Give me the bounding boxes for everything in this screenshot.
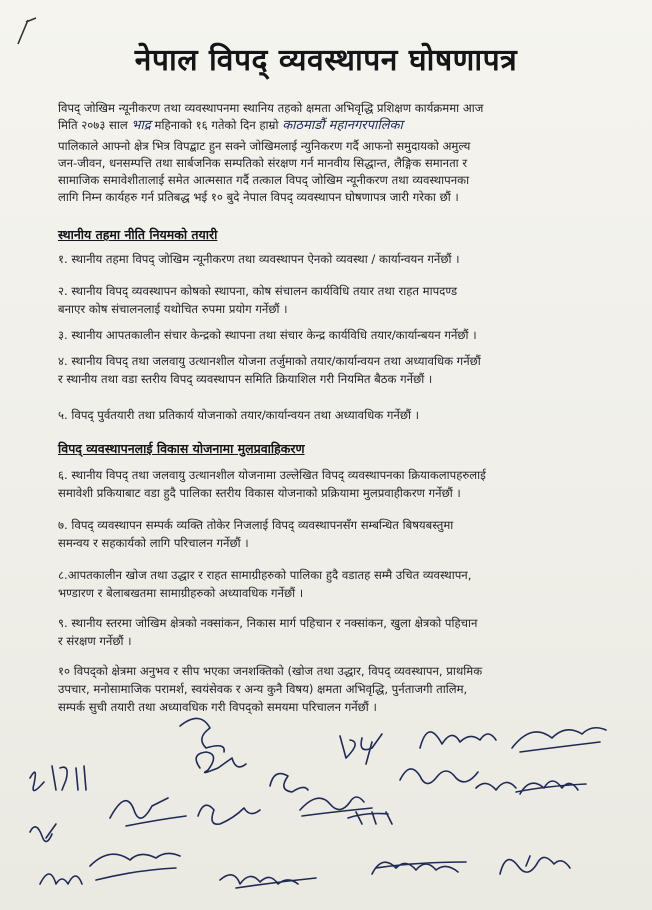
- item-line: बनाएर कोष संचालनलाई यथोचित रुपमा प्रयोग गर्नेछौं ।: [58, 302, 288, 316]
- item-line: समन्वय र सहकार्यको लागि परिचालन गर्नेछौं ।: [58, 536, 249, 550]
- list-item: [58, 516, 606, 552]
- item-line: सम्पर्क सुची तयारी तथा अध्यावधिक गरी विपद्को समयमा परिचालन गर्नेछौं ।: [58, 700, 377, 714]
- signature: [300, 797, 372, 816]
- paragraph-line: सामाजिक समावेशीतालाई समेत आत्मसात गर्दै तत्काल विपद् जोखिम न्यूनीकरण तथा व्यवस्थापनका: [58, 173, 470, 187]
- list-item: [58, 466, 606, 502]
- signature: [196, 752, 246, 773]
- item-line: ७. विपद् व्यवस्थापन सम्पर्क व्यक्ति तोकेर निजलाई विपद् व्यवस्थापनसँग सम्बन्धित बिषयबस्तुमा: [58, 518, 454, 532]
- signature: [198, 805, 260, 824]
- intro-date-label: मिति २०७३ साल: [58, 118, 128, 132]
- item-line: र संरक्षण गर्नेछौं ।: [58, 634, 132, 648]
- signature: [516, 781, 586, 794]
- section-heading-mainstreaming: विपद् व्यवस्थापनलाई विकास योजनामा मुलप्रवाहिकरण: [58, 441, 305, 456]
- list-item: [58, 614, 606, 650]
- item-line: १. स्थानीय तहमा विपद् जोखिम न्यूनीकरण तथा व्यवस्थापन ऐनको व्यवस्था / कार्यान्वयन गर्नेछौं ।: [58, 252, 460, 266]
- signature: [420, 732, 496, 748]
- list-item: [58, 406, 606, 424]
- item-line: समावेशी प्रकियाबाट वडा हुदै पालिका स्तरीय विकास योजनाको प्रक्रियामा मुलप्रवाहीकरण गर्नेछौं ।: [58, 486, 461, 500]
- paragraph-line: जन-जीवन, धनसम्पत्ति तथा सार्बजनिक सम्पतिको संरक्षण गर्न मानवीय सिद्धान्त, लैङ्गिक समानता र: [58, 156, 468, 170]
- item-line: १० विपद्को क्षेत्रमा अनुभव र सीप भएका जनशक्तिको (खोज तथा उद्धार, विपद् व्यवस्थापन, प्राथमिक: [58, 664, 483, 678]
- signature: [348, 812, 392, 824]
- signature: [110, 798, 186, 826]
- list-item: [58, 352, 606, 388]
- list-item: [58, 250, 606, 268]
- item-line: २. स्थानीय विपद् व्यवस्थापन कोषको स्थापना, कोष संचालन कार्यविधि तयार तथा राहत मापदण्ड: [58, 284, 458, 298]
- handwritten-place: काठमाडौं महानगरपालिका: [282, 118, 403, 133]
- intro-text: [58, 100, 606, 134]
- section-heading-policy: स्थानीय तहमा नीति नियमको तयारी: [58, 227, 218, 242]
- intro-date-suffix: महिनाको १६ गतेको दिन हाम्रो: [154, 118, 279, 132]
- signature: [500, 856, 570, 874]
- signature: [270, 774, 308, 792]
- signature-date: [30, 766, 86, 791]
- item-line: ५. विपद् पुर्वतयारी तथा प्रतिकार्य योजनाको तयार/कार्यान्वयन तथा अध्यावधिक गर्नेछौं ।: [58, 408, 420, 422]
- signature: [40, 853, 180, 884]
- list-item: [58, 566, 606, 602]
- signature: [476, 782, 516, 790]
- item-line: ८.आपतकालीन खोज तथा उद्धार र राहत सामाग्रीहरुको पालिका हुदै वडातह सम्मै उचित व्यवस्थापन,: [58, 568, 472, 582]
- signature: [512, 728, 606, 752]
- list-item: [58, 326, 606, 344]
- item-line: ६. स्थानीय विपद् तथा जलवायु उत्थानशील योजनामा उल्लेखित विपद् व्यवस्थापनका क्रियाकलापहरुलाई: [58, 468, 486, 482]
- signature: [340, 734, 382, 764]
- document-title: नेपाल विपद् व्यवस्थापन घोषणापत्र: [134, 43, 518, 78]
- item-line: र स्थानीय तथा वडा स्तरीय विपद् व्यवस्थापन समिति क्रियाशिल गरी नियमित बैठक गर्नेछौं ।: [58, 372, 433, 386]
- signature: [372, 862, 466, 874]
- item-line: भण्डारण र बेलाबखतमा सामाग्रीहरुको अध्यावधिक गर्नेछौं ।: [58, 586, 304, 600]
- paragraph-line: लागि निम्न कार्यहरु गर्न प्रतिबद्ध भई १० बुदे नेपाल विपद् व्यवस्थापन घोषणापत्र जारी गरेका छौं ।: [58, 190, 459, 204]
- signature-area: [0, 708, 652, 908]
- item-line: ९. स्थानीय स्तरमा जोखिम क्षेत्रको नक्सांकन, निकास मार्ग पहिचान र नक्सांकन, खुला क्षेत्रको पहिचान: [58, 616, 478, 630]
- paragraph-line: पालिकाले आफ्नो क्षेत्र भित्र विपद्बाट हुन सक्ने जोखिमलाई न्युनिकरण गर्दै आफनो समुदायको अमुल्य: [58, 139, 471, 153]
- item-line: ३. स्थानीय आपतकालीन संचार केन्द्रको स्थापना तथा संचार केन्द्र कार्यविधि तयार/कार्यान्बयन गर्नेछौं ।: [58, 328, 477, 342]
- item-line: ४. स्थानीय विपद् तथा जलवायु उत्थानशील योजना तर्जुमाको तयार/कार्यान्वयन तथा अध्यावधिक गर्नेछौं: [58, 354, 481, 368]
- handwritten-month: भाद्र: [131, 118, 151, 133]
- signature: [400, 769, 478, 784]
- intro-line-2: [58, 117, 606, 134]
- intro-line-1: विपद् जोखिम न्यूनीकरण तथा व्यवस्थापनमा स्थानिय तहको क्षमता अभिवृद्धि प्रशिक्षण कार्यक्रममा आज: [58, 101, 484, 115]
- signature: [30, 824, 56, 842]
- signature: [220, 875, 316, 888]
- commitment-paragraph: [58, 138, 606, 206]
- item-line: उपचार, मनोसामाजिक परामर्श, स्वयंसेवक र अन्य कुनै विषय) क्षमता अभिवृद्धि, पुर्नताजगी तालिम,: [58, 682, 468, 696]
- list-item: [58, 282, 606, 318]
- signature: [180, 718, 224, 752]
